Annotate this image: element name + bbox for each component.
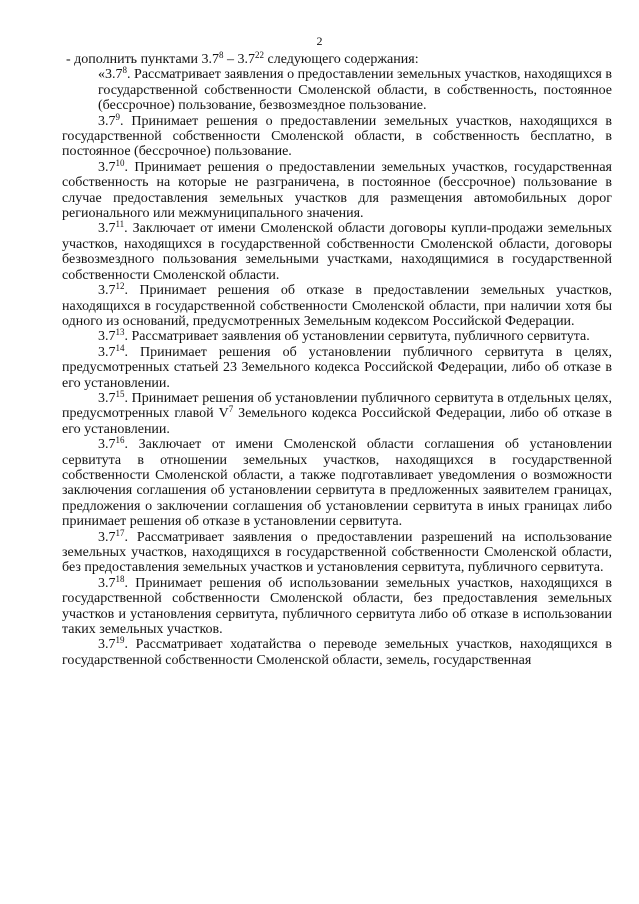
clause-number: 3.7 xyxy=(98,390,116,406)
clause-paragraph xyxy=(62,157,612,222)
clause-sup: 19 xyxy=(115,635,125,646)
clause-sup: 8 xyxy=(122,65,127,76)
clause-text-continued: Земельного кодекса Российской Федерации, либо об отказе в его установлении. xyxy=(62,406,613,437)
clause-paragraph xyxy=(62,527,612,576)
clause-paragraph xyxy=(62,221,612,283)
clause-number: 3.7 xyxy=(98,283,116,299)
page-number: 2 xyxy=(316,34,323,48)
clause-text: . Принимает решения о предоставлении земельных участков, находящихся в государственной собственности Смоленской области, в собственность бесплатно, в постоянное (бессрочное) пользование. xyxy=(62,113,612,160)
clause-number: 3.7 xyxy=(98,113,116,129)
clause-number: 3.7 xyxy=(98,221,116,237)
clause-paragraph xyxy=(62,283,612,329)
clause-number: 3.7 xyxy=(98,159,116,175)
clause-sup: 18 xyxy=(115,573,125,584)
clause-paragraph xyxy=(62,111,612,160)
clause-number: 3.7 xyxy=(98,437,116,453)
clause-number: 3.7 xyxy=(98,575,116,591)
clause-paragraph xyxy=(62,67,612,113)
clause-text: . Заключает от имени Смоленской области соглашения об установлении сервитута в отношении земельных участков, находящихся в государственной собственности Смоленской области, а также подготавливает уведомления о возможности заключения соглашения об установлении сервитута в предложенных заявителем границах, предложения о заключении соглашения об установлении сервитута в иных границах либо принимает решения об отказе в установлении сервитута. xyxy=(62,437,612,530)
clause-paragraph xyxy=(62,388,613,437)
document-body xyxy=(62,52,612,668)
clause-text: . Рассматривает ходатайства о переводе земельных участков, находящихся в государственной собственности Смоленской области, земель, государственная xyxy=(62,637,612,668)
clause-sup: 17 xyxy=(115,527,125,538)
clause-text: . Рассматривает заявления об установлении сервитута, публичного сервитута. xyxy=(124,329,590,345)
clause-paragraph xyxy=(62,637,612,668)
clause-text: . Принимает решения об отказе в предоставлении земельных участков, находящихся в государственной собственности Смоленской области, при наличии хотя бы одного из оснований, предусмотренных Земельным кодексом Российской Федерации. xyxy=(62,283,612,329)
clause-sup: 9 xyxy=(115,111,120,122)
clause-text: . Принимает решения об установлении публичного сервитута в целях, предусмотренных статьей 23 Земельного кодекса Российской Федерации, либо об отказе в его установлении. xyxy=(62,344,612,391)
lead-text-3: следующего содержания: xyxy=(264,52,419,67)
clause-sup: 10 xyxy=(115,157,125,168)
clause-number: 3.7 xyxy=(98,329,116,345)
clause-number: 3.7 xyxy=(98,637,116,653)
clause-paragraph xyxy=(62,437,612,529)
clause-text: . Рассматривает заявления о предоставлении земельных участков, находящихся в государственной собственности Смоленской области, в собственность, постоянное (бессрочное) пользование, безвозмездное пользование. xyxy=(98,67,612,114)
clause-text: . Заключает от имени Смоленской области договоры купли-продажи земельных участков, находящихся в государственной собственности Смоленской области, договоры безвозмездного пользования земельными участками, находящимися в государственной собственности Смоленской области. xyxy=(62,221,612,283)
lead-sup-2: 22 xyxy=(255,50,265,60)
clause-paragraph xyxy=(62,342,612,391)
clause-sup: 12 xyxy=(115,281,125,292)
clause-sup: 16 xyxy=(115,435,125,446)
clause-paragraph xyxy=(62,573,612,638)
clause-text: . Принимает решения о предоставлении земельных участков, государственная собственность на которые не разграничена, в постоянное (бессрочное) пользование в случае предоставления земельных участков для размещения автомобильных дорог регионального или межмуниципального значения. xyxy=(62,159,612,222)
clause-paragraph xyxy=(62,329,612,344)
clause-text: . Рассматривает заявления о предоставлении разрешений на использование земельных участков, находящихся в государственной собственности Смоленской области, без предоставления земельных участков и установления сервитута, публичного сервитута. xyxy=(62,529,612,576)
chapter-sup: 7 xyxy=(228,404,234,415)
clause-number: 3.7 xyxy=(98,344,116,360)
lead-sup-1: 8 xyxy=(219,50,224,60)
clause-sup: 13 xyxy=(115,327,125,338)
clause-sup: 14 xyxy=(115,342,125,353)
lead-paragraph xyxy=(62,52,612,67)
lead-text-1: - дополнить пунктами 3.7 xyxy=(66,52,220,67)
lead-text-2: – 3.7 xyxy=(223,52,256,67)
clause-sup: 11 xyxy=(115,219,125,230)
clause-number: «3.7 xyxy=(98,67,123,83)
clause-number: 3.7 xyxy=(98,529,116,545)
clause-text: . Принимает решения об использовании земельных участков, находящихся в государственной собственности Смоленской области, без предоставления земельных участков и установления сервитута, публичного сервитута либо об отказе в использовании таких земельных участков. xyxy=(62,575,612,638)
clause-text: . Принимает решения об установлении публичного сервитута в отдельных целях, предусмотренных главой V xyxy=(62,390,612,422)
clause-sup: 15 xyxy=(115,388,125,399)
